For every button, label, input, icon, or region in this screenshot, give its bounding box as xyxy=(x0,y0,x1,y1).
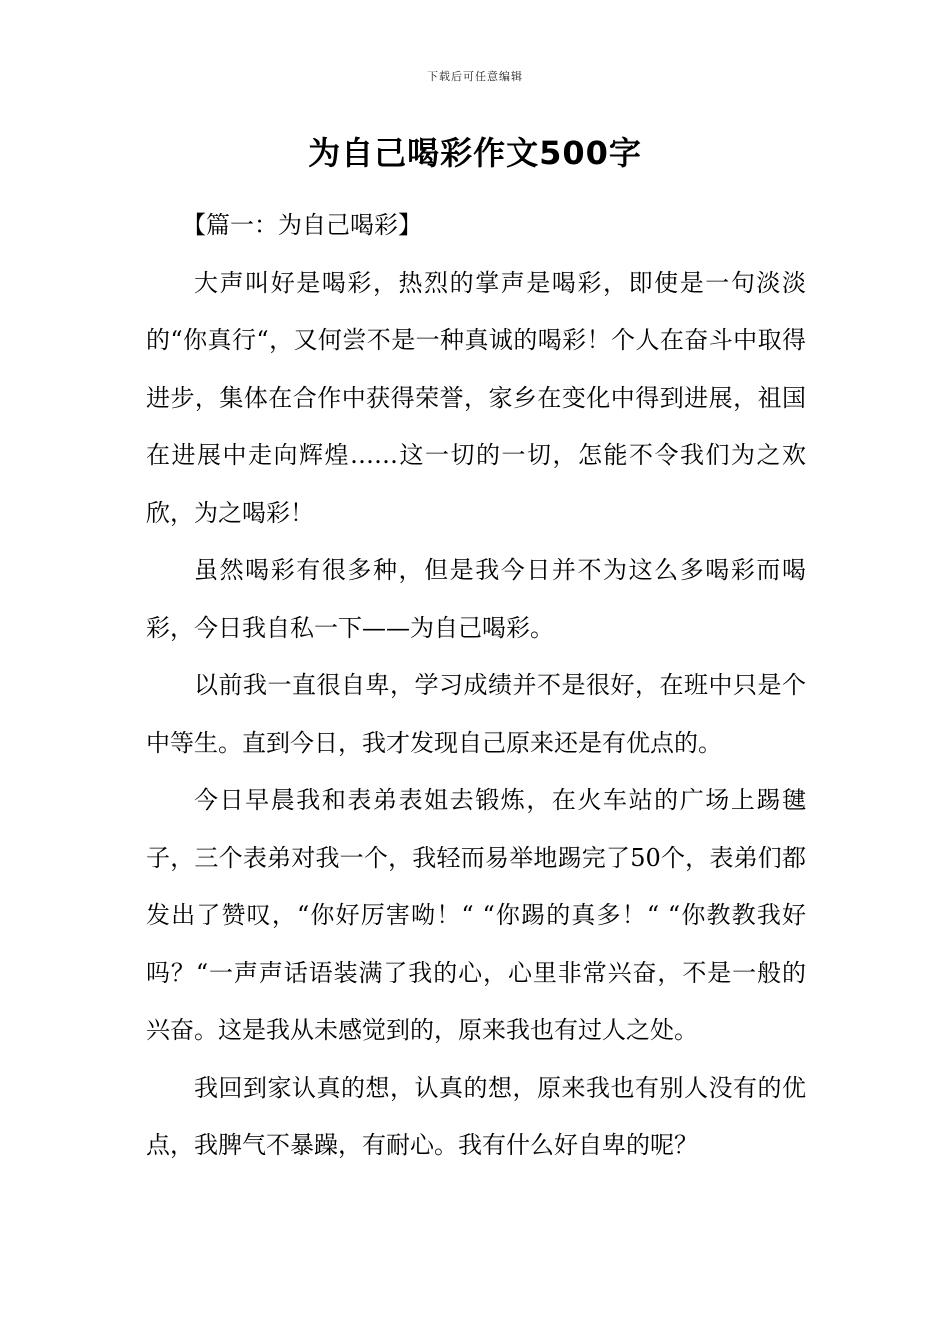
paragraph-2: 虽然喝彩有很多种，但是我今日并不为这么多喝彩而喝彩，今日我自私一下——为自己喝彩。 xyxy=(146,556,806,642)
paragraph-1: 大声叫好是喝彩，热烈的掌声是喝彩，即使是一句淡淡的“你真行“，又何尝不是一种真诚的喝彩！个人在奋斗中取得进步，集体在合作中获得荣誉，家乡在变化中得到进展，祖国在进展中走向辉煌……这一切的一切，怎能不令我们为之欢欣，为之喝彩！ xyxy=(146,268,806,527)
section-heading: 【篇一：为自己喝彩】 xyxy=(182,211,422,239)
header-note: 下载后可任意编辑 xyxy=(427,70,523,83)
paragraph-3: 以前我一直很自卑，学习成绩并不是很好，在班中只是个中等生。直到今日，我才发现自己原来还是有优点的。 xyxy=(146,671,806,757)
document-body xyxy=(146,197,806,1175)
paragraph-4: 今日早晨我和表弟表姐去锻炼，在火车站的广场上踢毽子，三个表弟对我一个，我轻而易举地踢完了50个，表弟们都发出了赞叹，“你好厉害呦！“ “你踢的真多！“ “你教教我好吗？“一声声话语装满了我的心，心里非常兴奋，不是一般的兴奋。这是我从未感觉到的，原来我也有过人之处。 xyxy=(146,786,806,1044)
paragraph-5: 我回到家认真的想，认真的想，原来我也有别人没有的优点，我脾气不暴躁，有耐心。我有什么好自卑的呢？ xyxy=(146,1073,806,1159)
page-title: 为自己喝彩作文500字 xyxy=(308,134,642,172)
